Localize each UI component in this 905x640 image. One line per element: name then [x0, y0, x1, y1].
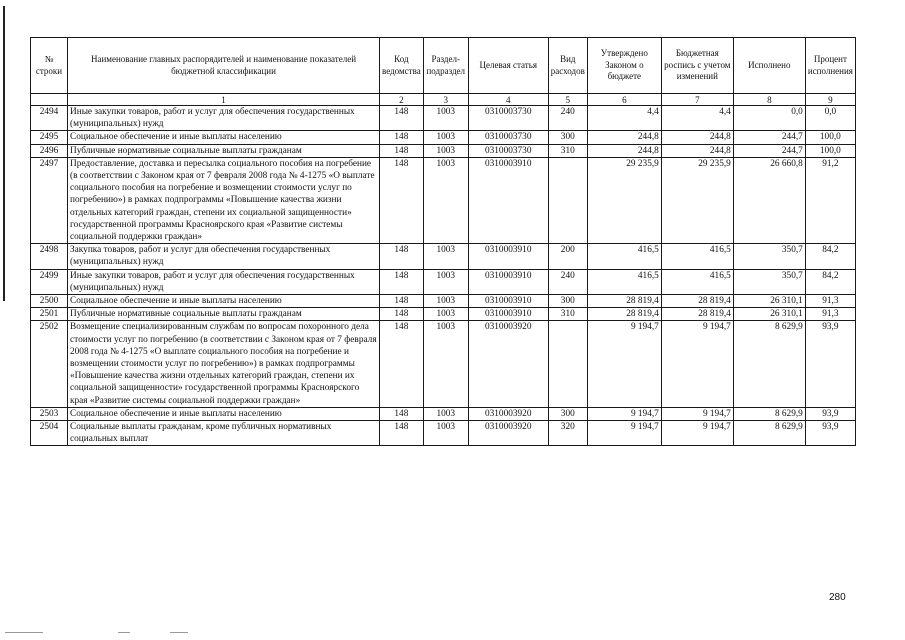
header-row-no: № строки — [31, 38, 68, 94]
budget-list-cell: 416,5 — [661, 244, 733, 269]
exp-type-cell: 310 — [548, 308, 587, 321]
exp-type-cell: 310 — [548, 144, 587, 157]
approved-cell: 244,8 — [587, 144, 661, 157]
scan-artifact — [118, 632, 130, 633]
row-name-cell: Закупка товаров, работ и услуг для обеспечения государственных (муниципальных) нужд — [68, 244, 380, 269]
target-cell: 0310003920 — [468, 421, 548, 446]
approved-cell: 4,4 — [587, 106, 661, 131]
table-row — [31, 295, 856, 308]
approved-cell: 416,5 — [587, 269, 661, 294]
section-cell: 1003 — [423, 421, 468, 446]
percent-cell: 100,0 — [805, 131, 855, 144]
executed-cell: 244,7 — [733, 131, 805, 144]
section-cell: 1003 — [423, 295, 468, 308]
exp-type-cell — [548, 157, 587, 243]
approved-cell: 416,5 — [587, 244, 661, 269]
row-name-cell: Социальное обеспечение и иные выплаты населению — [68, 295, 380, 308]
percent-cell: 0,0 — [805, 106, 855, 131]
row-number-cell: 2504 — [31, 421, 68, 446]
target-cell: 0310003910 — [468, 308, 548, 321]
target-cell: 0310003910 — [468, 244, 548, 269]
row-number-cell: 2498 — [31, 244, 68, 269]
target-cell: 0310003920 — [468, 321, 548, 407]
table-row — [31, 269, 856, 294]
table-row — [31, 308, 856, 321]
row-name-cell: Публичные нормативные социальные выплаты гражданам — [68, 308, 380, 321]
dept-code-cell: 148 — [380, 295, 424, 308]
row-name-cell: Социальное обеспечение и иные выплаты населению — [68, 131, 380, 144]
header-dept-code: Код ведомства — [380, 38, 424, 94]
percent-cell: 93,9 — [805, 321, 855, 407]
budget-list-cell: 28 819,4 — [661, 295, 733, 308]
percent-cell: 91,3 — [805, 295, 855, 308]
budget-list-cell: 9 194,7 — [661, 321, 733, 407]
section-cell: 1003 — [423, 269, 468, 294]
column-number: 8 — [733, 94, 805, 106]
dept-code-cell: 148 — [380, 407, 424, 420]
row-name-cell: Возмещение специализированным службам по вопросам похоронного дела стоимости услуг по погребению (в соответствии с Законом края от 7 февраля 2008 года № 4-1275 «О выплате социального пособия на погребение и возмещении стоимости услуг по погребению») в рамках подпрограммы «Повышение качества жизни отдельных категорий граждан, степени их социальной защищенности» государственной программы Красноярского края «Развитие системы социальной поддержки граждан» — [68, 321, 380, 407]
column-number: 1 — [68, 94, 380, 106]
header-budget-list: Бюджетная роспись с учетом изменений — [661, 38, 733, 94]
dept-code-cell: 148 — [380, 144, 424, 157]
exp-type-cell: 240 — [548, 106, 587, 131]
left-margin-mark — [3, 6, 5, 301]
budget-list-cell: 416,5 — [661, 269, 733, 294]
column-number: 4 — [468, 94, 548, 106]
column-number: 7 — [661, 94, 733, 106]
dept-code-cell: 148 — [380, 244, 424, 269]
scan-artifact — [5, 632, 43, 633]
approved-cell: 9 194,7 — [587, 321, 661, 407]
row-number-cell: 2503 — [31, 407, 68, 420]
executed-cell: 26 310,1 — [733, 295, 805, 308]
row-number-cell: 2501 — [31, 308, 68, 321]
row-name-cell: Иные закупки товаров, работ и услуг для обеспечения государственных (муниципальных) нужд — [68, 106, 380, 131]
budget-list-cell: 9 194,7 — [661, 421, 733, 446]
row-number-cell: 2500 — [31, 295, 68, 308]
page-number: 280 — [829, 592, 846, 603]
budget-list-cell: 29 235,9 — [661, 157, 733, 243]
column-number — [31, 94, 68, 106]
percent-cell: 84,2 — [805, 244, 855, 269]
table-row — [31, 421, 856, 446]
percent-cell: 91,3 — [805, 308, 855, 321]
column-number: 3 — [423, 94, 468, 106]
section-cell: 1003 — [423, 144, 468, 157]
target-cell: 0310003910 — [468, 269, 548, 294]
exp-type-cell: 300 — [548, 295, 587, 308]
section-cell: 1003 — [423, 157, 468, 243]
executed-cell: 26 310,1 — [733, 308, 805, 321]
row-name-cell: Социальные выплаты гражданам, кроме публичных нормативных социальных выплат — [68, 421, 380, 446]
approved-cell: 9 194,7 — [587, 407, 661, 420]
dept-code-cell: 148 — [380, 321, 424, 407]
percent-cell: 93,9 — [805, 407, 855, 420]
header-target: Целевая статья — [468, 38, 548, 94]
budget-list-cell: 9 194,7 — [661, 407, 733, 420]
header-percent: Процент исполнения — [805, 38, 855, 94]
table-body — [31, 106, 856, 446]
percent-cell: 91,2 — [805, 157, 855, 243]
exp-type-cell — [548, 321, 587, 407]
table-row — [31, 144, 856, 157]
column-number: 5 — [548, 94, 587, 106]
row-name-cell: Предоставление, доставка и пересылка социального пособия на погребение (в соответствии с Законом края от 7 февраля 2008 года № 4-1275 «О выплате социального пособия на погребение и возмещении стоимости услуг по погребению») в рамках подпрограммы «Повышение качества жизни отдельных категорий граждан, степени их социальной защищенности» государственной программы Красноярского края «Развитие системы социальной поддержки граждан» — [68, 157, 380, 243]
row-name-cell: Публичные нормативные социальные выплаты гражданам — [68, 144, 380, 157]
row-number-cell: 2494 — [31, 106, 68, 131]
section-cell: 1003 — [423, 106, 468, 131]
section-cell: 1003 — [423, 244, 468, 269]
header-executed: Исполнено — [733, 38, 805, 94]
target-cell: 0310003730 — [468, 144, 548, 157]
row-number-cell: 2502 — [31, 321, 68, 407]
exp-type-cell: 300 — [548, 407, 587, 420]
percent-cell: 84,2 — [805, 269, 855, 294]
header-section: Раздел-подраздел — [423, 38, 468, 94]
target-cell: 0310003730 — [468, 131, 548, 144]
row-name-cell: Иные закупки товаров, работ и услуг для обеспечения государственных (муниципальных) нужд — [68, 269, 380, 294]
approved-cell: 29 235,9 — [587, 157, 661, 243]
row-number-cell: 2495 — [31, 131, 68, 144]
budget-execution-table — [30, 37, 856, 446]
row-number-cell: 2497 — [31, 157, 68, 243]
exp-type-cell: 200 — [548, 244, 587, 269]
column-number: 2 — [380, 94, 424, 106]
executed-cell: 350,7 — [733, 244, 805, 269]
table-row — [31, 157, 856, 243]
approved-cell: 28 819,4 — [587, 295, 661, 308]
dept-code-cell: 148 — [380, 106, 424, 131]
approved-cell: 244,8 — [587, 131, 661, 144]
table-row — [31, 131, 856, 144]
dept-code-cell: 148 — [380, 131, 424, 144]
dept-code-cell: 148 — [380, 269, 424, 294]
row-number-cell: 2496 — [31, 144, 68, 157]
budget-list-cell: 4,4 — [661, 106, 733, 131]
percent-cell: 100,0 — [805, 144, 855, 157]
target-cell: 0310003730 — [468, 106, 548, 131]
section-cell: 1003 — [423, 321, 468, 407]
row-name-cell: Социальное обеспечение и иные выплаты населению — [68, 407, 380, 420]
table-row — [31, 321, 856, 407]
dept-code-cell: 148 — [380, 421, 424, 446]
approved-cell: 9 194,7 — [587, 421, 661, 446]
executed-cell: 244,7 — [733, 144, 805, 157]
column-number-row — [31, 94, 856, 106]
budget-list-cell: 244,8 — [661, 144, 733, 157]
executed-cell: 8 629,9 — [733, 321, 805, 407]
exp-type-cell: 300 — [548, 131, 587, 144]
percent-cell: 93,9 — [805, 421, 855, 446]
header-approved: Утверждено Законом о бюджете — [587, 38, 661, 94]
table-row — [31, 407, 856, 420]
target-cell: 0310003920 — [468, 407, 548, 420]
section-cell: 1003 — [423, 131, 468, 144]
budget-list-cell: 244,8 — [661, 131, 733, 144]
header-name: Наименование главных распорядителей и наименование показателей бюджетной классификации — [68, 38, 380, 94]
section-cell: 1003 — [423, 308, 468, 321]
row-number-cell: 2499 — [31, 269, 68, 294]
target-cell: 0310003910 — [468, 157, 548, 243]
exp-type-cell: 240 — [548, 269, 587, 294]
executed-cell: 8 629,9 — [733, 421, 805, 446]
executed-cell: 0,0 — [733, 106, 805, 131]
table-row — [31, 244, 856, 269]
dept-code-cell: 148 — [380, 308, 424, 321]
executed-cell: 350,7 — [733, 269, 805, 294]
target-cell: 0310003910 — [468, 295, 548, 308]
scan-artifact — [170, 632, 188, 633]
executed-cell: 26 660,8 — [733, 157, 805, 243]
column-number: 9 — [805, 94, 855, 106]
column-number: 6 — [587, 94, 661, 106]
table-row — [31, 106, 856, 131]
budget-list-cell: 28 819,4 — [661, 308, 733, 321]
executed-cell: 8 629,9 — [733, 407, 805, 420]
approved-cell: 28 819,4 — [587, 308, 661, 321]
dept-code-cell: 148 — [380, 157, 424, 243]
header-row — [31, 38, 856, 94]
header-exp-type: Вид расходов — [548, 38, 587, 94]
exp-type-cell: 320 — [548, 421, 587, 446]
section-cell: 1003 — [423, 407, 468, 420]
